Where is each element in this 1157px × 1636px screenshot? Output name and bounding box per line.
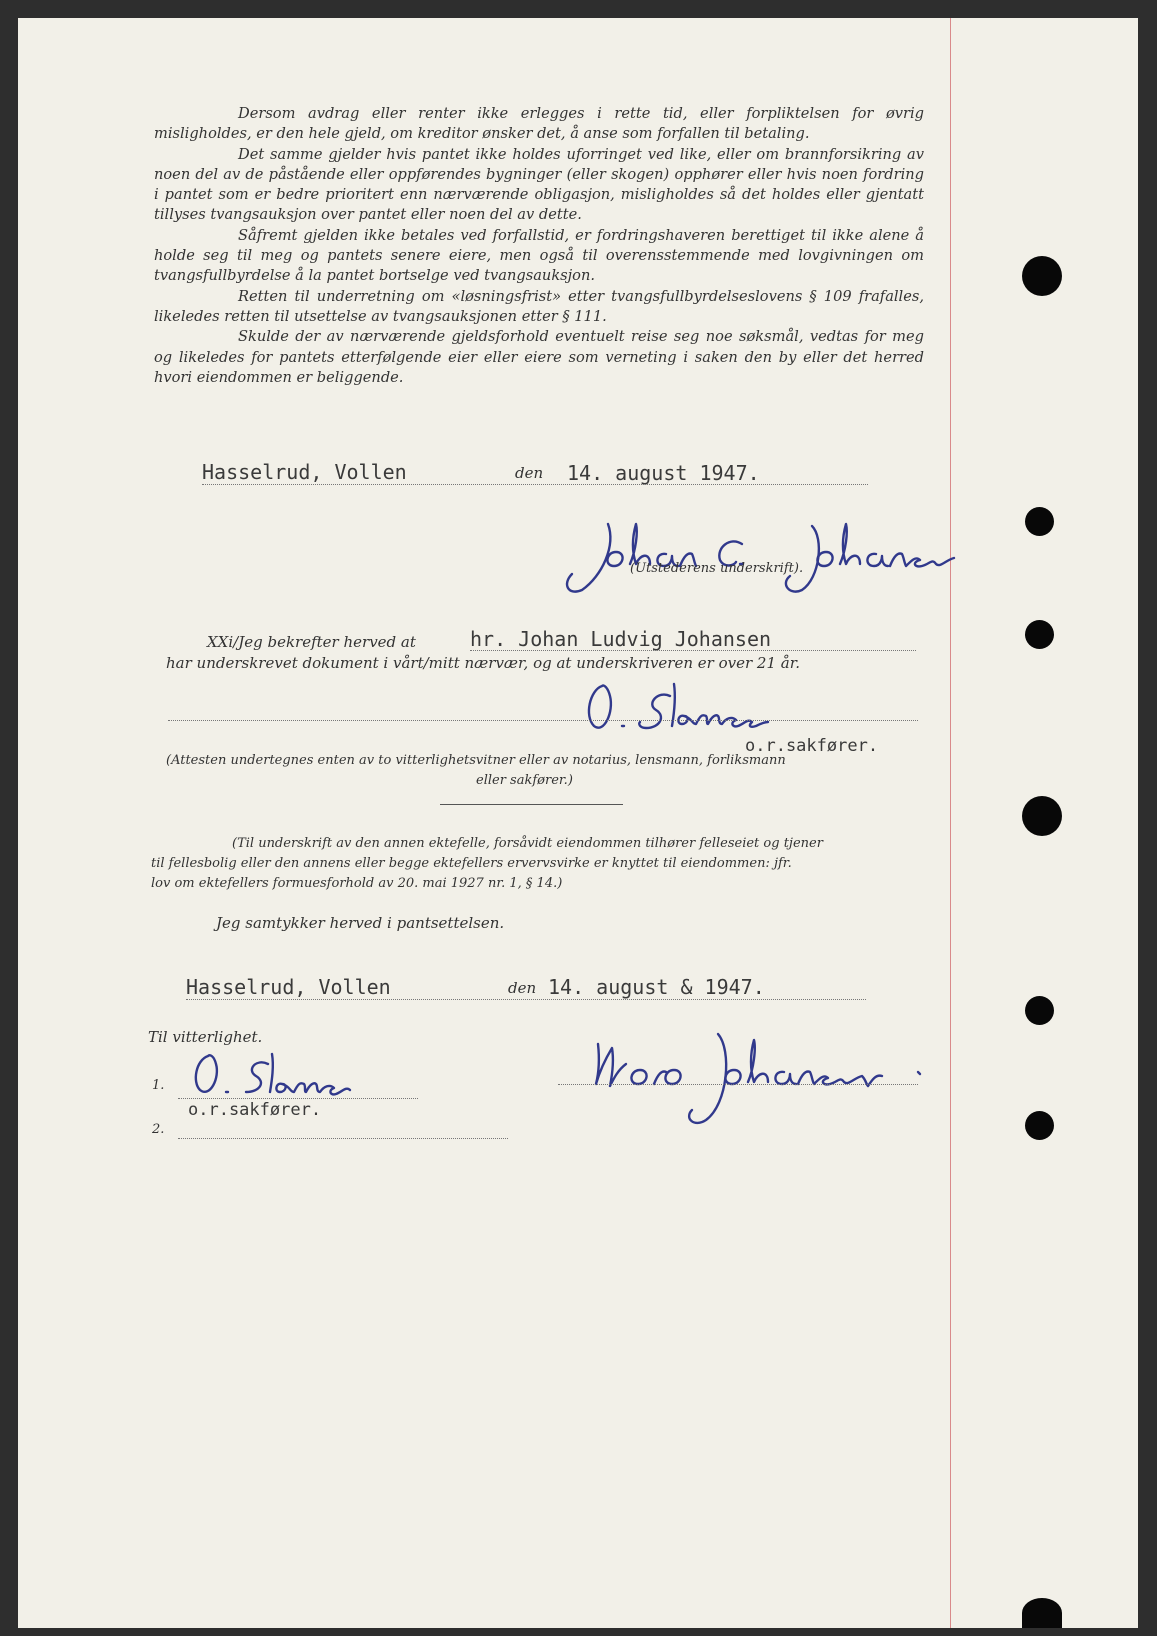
punch-hole (1025, 620, 1054, 649)
place-1: Hasselrud, Vollen (202, 460, 407, 484)
margin-rule (950, 18, 951, 1628)
spouse-note-1: (Til underskrift av den annen ektefelle, forsåvidt eiendommen tilhører felleseiet og tjener (232, 836, 823, 851)
spouse-signature (558, 1030, 958, 1130)
date-2: 14. august & 1947. (548, 975, 765, 999)
witness-number-2: 2. (152, 1122, 165, 1137)
issuer-signature (558, 516, 978, 596)
attestation-note-1: (Attesten undertegnes enten av to vitterlighetsvitner eller av notarius, lensmann, forliksmann (166, 753, 786, 768)
date-2-dotted-line (186, 999, 866, 1000)
separator (440, 804, 623, 805)
date-dotted-line (202, 484, 868, 485)
place-2: Hasselrud, Vollen (186, 975, 391, 999)
paragraph: Såfremt gjelden ikke betales ved forfallstid, er fordringshaveren berettiget til ikke alene å holde seg til meg og pantets senere eiere, men også til overensstemmende med lovgivningen om tvangsfullbyrdelse å la pantet bortselge ved tvangsauksjon. (154, 226, 924, 285)
date-1: 14. august 1947. (567, 461, 760, 485)
witness-number-1: 1. (152, 1078, 165, 1093)
punch-hole (1025, 996, 1054, 1025)
attestation-line-2: har underskrevet dokument i vårt/mitt nærvær, og at underskriveren er over 21 år. (166, 654, 800, 672)
issuer-signature-caption: (Utstederens underskrift). (630, 561, 804, 576)
witness-1-dotted-line (178, 1098, 418, 1099)
name-dotted-line (470, 650, 916, 651)
witness-title-top: o.r.sakfører. (745, 736, 879, 756)
body-text (154, 104, 924, 388)
document-page (18, 18, 1138, 1628)
spouse-dotted-line (558, 1084, 918, 1085)
spouse-note-2: til fellesbolig eller den annens eller begge ektefellers ervervsvirke er knyttet til eiendommen: jfr. (151, 856, 792, 871)
paragraph: Det samme gjelder hvis pantet ikke holdes uforringet ved like, eller om brannforsikring av noen del av de påstående eller oppførendes bygninger (eller skogen) opphører eller hvis noen fordring i pantet som er bedre prioritert enn nærværende obligasjon, misligholdes så det holdes eller gjentatt tillyses tvangsauksjon over pantet eller noen del av dette. (154, 145, 924, 224)
attestation-prefix: XXi/Jeg bekrefter herved at (207, 633, 416, 651)
punch-hole (1022, 796, 1062, 836)
witness-signature-top (578, 676, 818, 740)
punch-hole (1022, 1598, 1062, 1628)
witness-1-title: o.r.sakfører. (188, 1100, 322, 1120)
punch-hole (1025, 507, 1054, 536)
punch-hole (1025, 1111, 1054, 1140)
paragraph: Dersom avdrag eller renter ikke erlegges i rette tid, eller forpliktelsen for øvrig misligholdes, er den hele gjeld, om kreditor ønsker det, å anse som forfallen til betaling. (154, 105, 924, 143)
attestation-note-2: eller sakfører.) (476, 773, 573, 788)
den-label-2: den (508, 979, 537, 997)
witness-2-dotted-line (178, 1138, 508, 1139)
witness-signature-1 (186, 1048, 426, 1102)
den-label-1: den (515, 464, 544, 482)
witness-heading: Til vitterlighet. (148, 1028, 263, 1046)
attested-person: hr. Johan Ludvig Johansen (470, 627, 772, 651)
punch-hole (1022, 256, 1062, 296)
paragraph: Retten til underretning om «løsningsfrist» etter tvangsfullbyrdelseslovens § 109 frafalles, likeledes retten til utsettelse av tvangsauksjonen etter § 111. (154, 287, 924, 325)
paragraph: Skulde der av nærværende gjeldsforhold eventuelt reise seg noe søksmål, vedtas for meg og likeledes for pantets etterfølgende eier eller eiere som verneting i saken den by eller det herred hvori eiendommen er beliggende. (154, 328, 924, 386)
consent-text: Jeg samtykker herved i pantsettelsen. (216, 914, 505, 932)
witness-dotted-line (168, 720, 918, 721)
spouse-note-3: lov om ektefellers formuesforhold av 20. mai 1927 nr. 1, § 14.) (151, 876, 563, 891)
